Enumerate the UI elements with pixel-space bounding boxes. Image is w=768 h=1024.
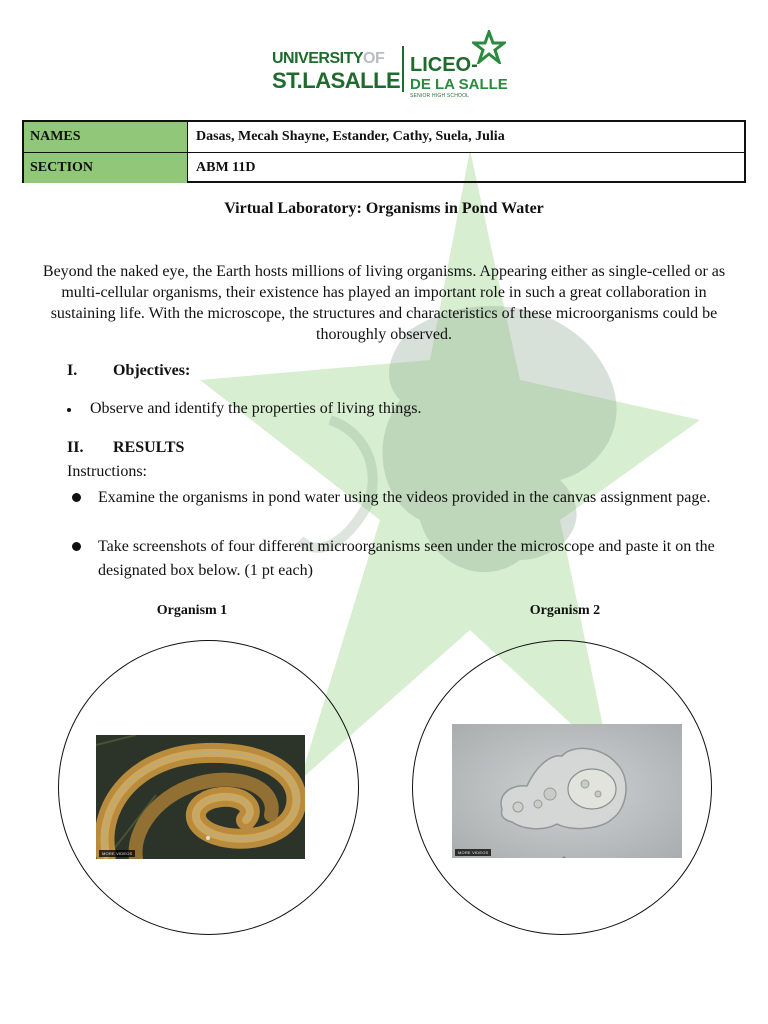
logo-de-la-salle: DE LA SALLE	[410, 76, 508, 93]
logo-university: UNIVERSITYOF	[272, 50, 385, 67]
bullet-icon	[72, 493, 81, 502]
bullet-icon	[72, 542, 81, 551]
instructions-label: Instructions:	[67, 463, 147, 480]
bullet-icon	[67, 408, 71, 412]
section-number: I.	[67, 362, 78, 379]
logo-liceo: LICEO-	[410, 54, 478, 76]
section-number: II.	[67, 439, 84, 456]
star-icon	[472, 30, 506, 64]
organism-2-screenshot	[452, 724, 682, 858]
more-videos-badge: MORE VIDEOS	[455, 849, 491, 856]
instruction-item	[70, 486, 730, 534]
intro-paragraph: Beyond the naked eye, the Earth hosts millions of living organisms. Appearing either as single-celled or as multi-cellular organisms, their existence has played an important role in such a great collaboration in sustaining life. With the microscope, the structures and characteristics of these microorganisms could be thoroughly observed.	[42, 263, 726, 343]
school-logo	[270, 30, 510, 99]
logo-senior-high-school: SENIOR HIGH SCHOOL	[410, 93, 470, 99]
instruction-text: Take screenshots of four different microorganisms seen under the microscope and paste it on the designated box below. (1 pt each)	[98, 538, 715, 579]
names-value: Dasas, Mecah Shayne, Estander, Cathy, Suela, Julia	[196, 129, 505, 144]
page-title: Virtual Laboratory: Organisms in Pond Water	[224, 200, 544, 217]
protozoan-image	[452, 724, 682, 858]
section-label: SECTION	[24, 153, 188, 183]
section-results-heading	[67, 439, 367, 461]
more-videos-badge: MORE VIDEOS	[99, 850, 135, 857]
objective-text: Observe and identify the properties of living things.	[90, 400, 422, 417]
organism-1-screenshot	[96, 735, 305, 859]
table-row	[24, 153, 744, 183]
section-value: ABM 11D	[196, 160, 256, 175]
instruction-text: Examine the organisms in pond water using the videos provided in the canvas assignment page.	[98, 489, 711, 506]
logo-divider	[402, 46, 404, 92]
info-table	[22, 120, 746, 183]
names-label: NAMES	[24, 122, 188, 152]
organism-1-label: Organism 1	[156, 603, 228, 618]
logo-of: OF	[363, 50, 385, 67]
section-title: RESULTS	[113, 439, 185, 456]
section-objectives-heading	[67, 362, 367, 384]
coiled-organism-image	[96, 735, 305, 859]
logo-stlasalle: ST.LASALLE	[272, 68, 401, 93]
section-title: Objectives:	[113, 362, 191, 379]
table-row	[24, 122, 744, 153]
organism-2-label: Organism 2	[529, 603, 601, 618]
instruction-item	[70, 535, 730, 583]
